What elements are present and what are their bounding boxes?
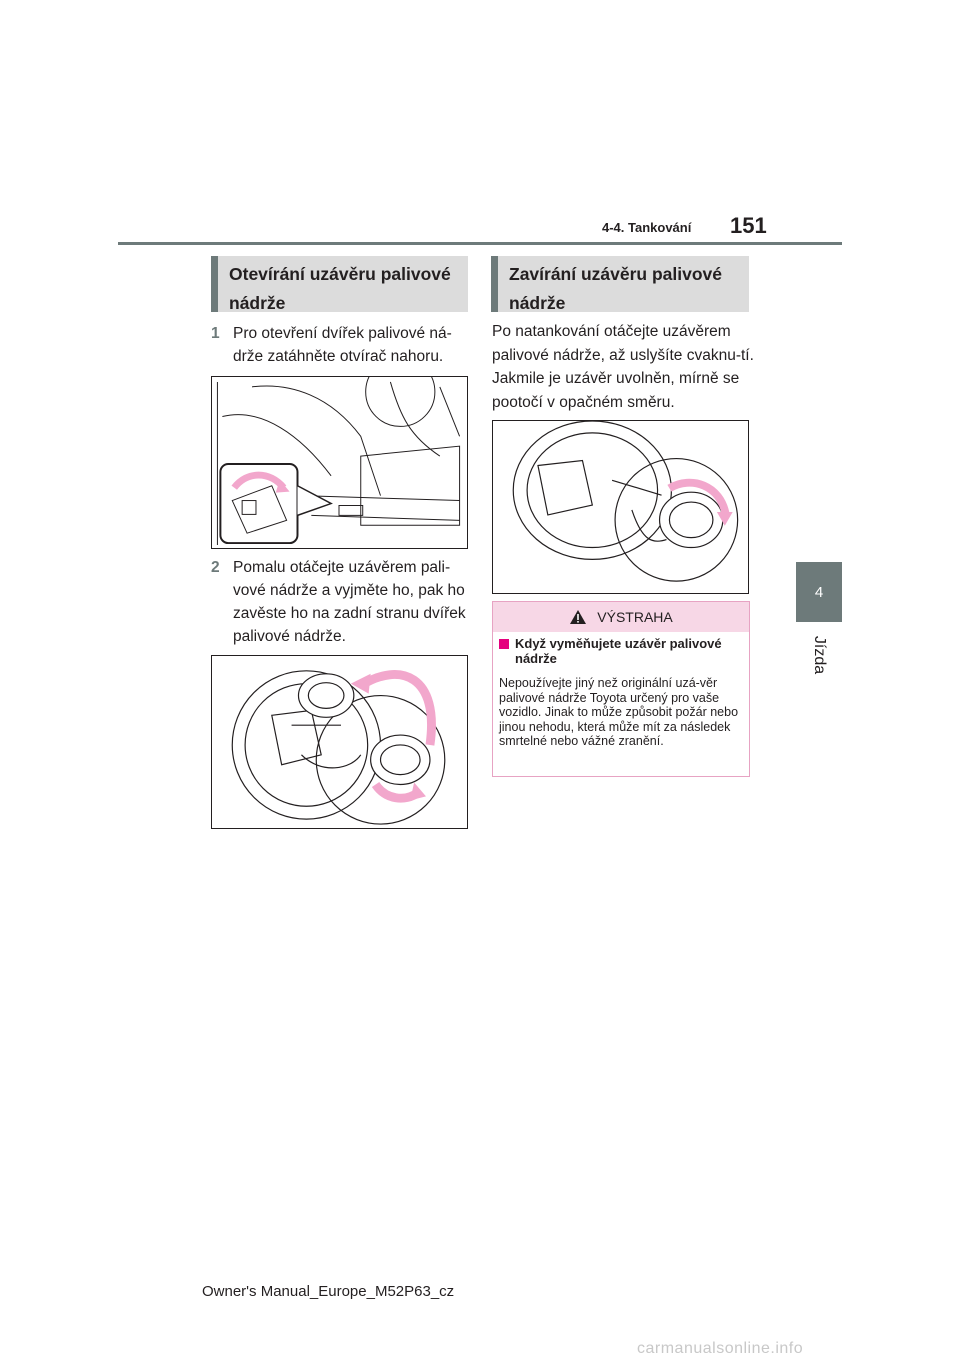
interior-illustration	[212, 377, 467, 548]
left-section-heading: Otevírání uzávěru palivové nádrže	[211, 256, 468, 312]
chapter-title: Jízda	[811, 635, 828, 675]
section-title: 4-4. Tankování	[602, 220, 692, 235]
warning-box	[492, 601, 750, 777]
figure-close-cap	[492, 420, 749, 594]
closing-instructions: Po natankování otáčejte uzávěrem palivové nádrže, až uslyšíte cvaknu-tí. Jakmile je uzávěr uvolněn, mírně se pootočí v opačném směru.	[492, 323, 754, 411]
step-text: Pro otevření dvířek palivové ná-drže zatáhněte otvírač nahoru.	[233, 325, 452, 365]
right-section-heading: Zavírání uzávěru palivové nádrže	[491, 256, 749, 312]
chapter-label	[796, 632, 842, 678]
watermark[interactable]: carmanualsonline.info	[637, 1340, 804, 1357]
figure-remove-cap	[211, 655, 468, 829]
fuel-cap-closing-illustration	[493, 421, 748, 593]
chapter-tab[interactable]	[796, 562, 842, 622]
page-number: 151	[730, 213, 767, 238]
step-1	[211, 322, 469, 368]
warning-label: VÝSTRAHA	[597, 609, 673, 625]
figure-opener-lever	[211, 376, 468, 549]
footer-text: Owner's Manual_Europe_M52P63_cz	[202, 1283, 455, 1300]
warning-header	[493, 602, 749, 632]
bullet-square-icon	[499, 639, 509, 649]
warning-triangle-icon	[569, 609, 587, 625]
step-number: 2	[211, 559, 220, 576]
warning-title	[499, 636, 743, 666]
warning-title-text: Když vyměňujete uzávěr palivové nádrže	[515, 636, 722, 666]
fuel-cap-removal-illustration	[212, 656, 467, 828]
chapter-number: 4	[814, 583, 824, 601]
step-text: Pomalu otáčejte uzávěrem pali-vové nádrže a vyjměte ho, pak ho zavěste ho na zadní stranu dvířek palivové nádrže.	[233, 559, 466, 645]
warning-text: Nepoužívejte jiný než originální uzá-věr palivové nádrže Toyota určený pro vaše vozidlo. Jinak to může způsobit požár nebo jinou nehodu, která může mít za následek smrtelné nebo vážné zranění.	[499, 676, 739, 748]
header-rule	[118, 242, 842, 245]
step-number: 1	[211, 325, 220, 342]
step-2	[211, 556, 469, 648]
